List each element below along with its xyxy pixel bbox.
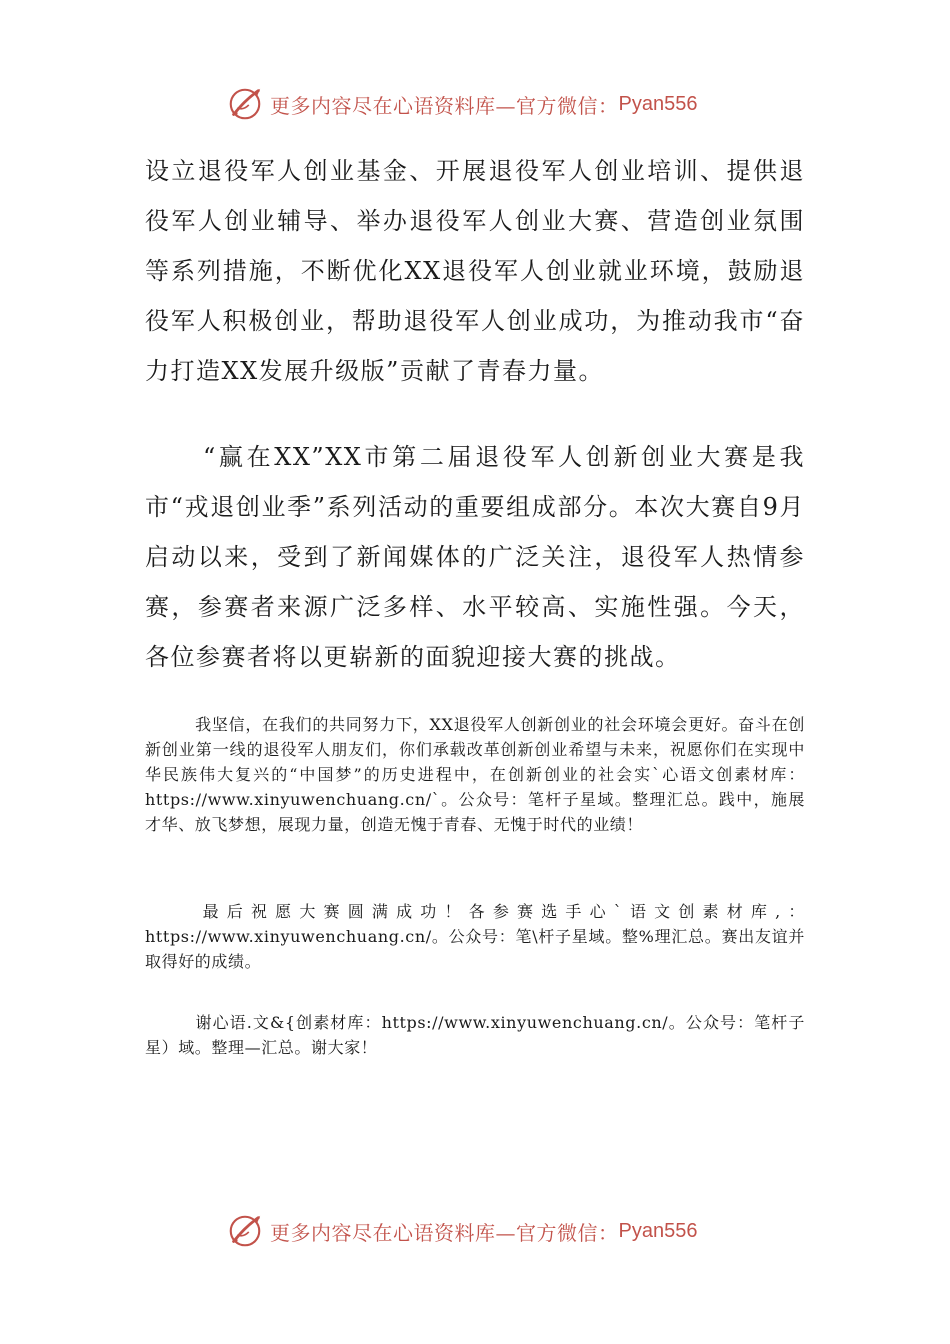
footer-banner — [226, 1211, 697, 1251]
paragraph-3-text: 我坚信，在我们的共同努力下，XX退役军人创新创业的社会环境会更好。奋斗在创新创业第一线的退役军人朋友们，你们承载改革创新创业希望与未来，祝愿你们在实现中华民族伟大复兴的“中国梦”的历史进程中，在创新创业的社会实`心语文创素材库：https://www.xinyuwenchuang.cn/`。公众号：笔杆子星域。整理汇总。践中，施展才华、放飞梦想，展现力量，创造无愧于青春、无愧于时代的业绩！ — [145, 715, 805, 834]
footer-banner-handle: Pyan556 — [618, 1219, 698, 1242]
footer-banner-text: 更多内容尽在心语资料库—官方微信： — [270, 1220, 619, 1245]
paragraph-5 — [145, 1010, 805, 1060]
paragraph-2 — [145, 432, 805, 682]
paragraph-4-text: 最后祝愿大赛圆满成功！各参赛选手心`语文创素材库,：https://www.xinyuwenchuang.cn/。公众号：笔\杆子星域。整%理汇总。赛出友谊并取得好的成绩。 — [145, 902, 805, 971]
header-banner — [226, 84, 697, 124]
header-banner-text: 更多内容尽在心语资料库—官方微信： — [270, 93, 619, 118]
pen-logo-icon — [226, 1212, 264, 1250]
pen-logo-icon — [226, 85, 264, 123]
paragraph-1: 设立退役军人创业基金、开展退役军人创业培训、提供退役军人创业辅导、举办退役军人创业大赛、营造创业氛围等系列措施，不断优化XX退役军人创业就业环境，鼓励退役军人积极创业，帮助退役军人创业成功，为推动我市“奋力打造XX发展升级版”贡献了青春力量。 — [145, 157, 805, 385]
header-banner-handle: Pyan556 — [618, 92, 698, 115]
paragraph-3 — [145, 712, 805, 837]
paragraph-5-text: 谢心语.文&{创素材库：https://www.xinyuwenchuang.cn/。公众号：笔杆子星）域。整理—汇总。谢大家！ — [145, 1013, 805, 1057]
paragraph-2-text: “赢在XX”XX市第二届退役军人创新创业大赛是我市“戎退创业季”系列活动的重要组成部分。本次大赛自9月启动以来，受到了新闻媒体的广泛关注，退役军人热情参赛，参赛者来源广泛多样、水平较高、实施性强。今天，各位参赛者将以更崭新的面貌迎接大赛的挑战。 — [145, 443, 805, 671]
paragraph-4 — [145, 899, 805, 974]
